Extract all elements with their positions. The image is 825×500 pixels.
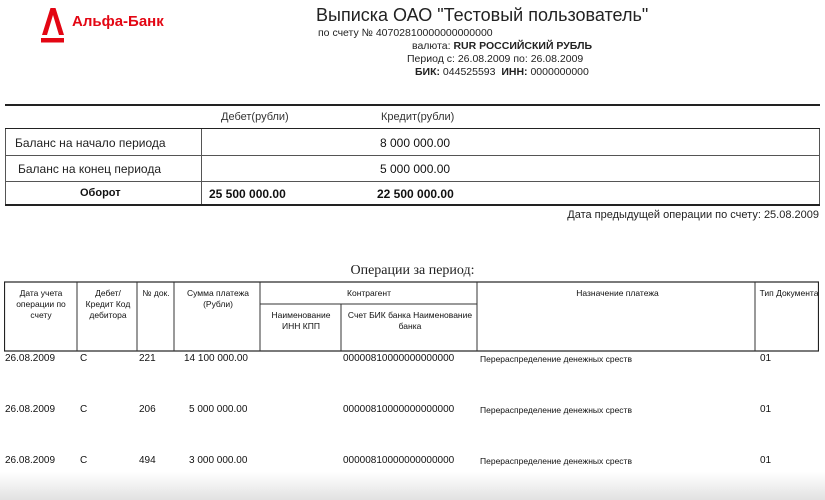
row-doc-number: 221	[139, 353, 156, 364]
row-account: 00000810000000000000	[343, 353, 455, 364]
col-header-date: Дата учета операции по счету	[16, 288, 66, 320]
summary-row-label: Баланс на начало периода	[15, 136, 166, 150]
summary-row-rule	[5, 155, 820, 156]
summary-total-debit: 25 500 000.00	[209, 187, 286, 201]
period-from-label: Период с:	[407, 53, 455, 65]
row-debit-credit: С	[80, 353, 88, 364]
col-header-doc-type: Тип Документа	[759, 288, 819, 298]
bik-label: БИК:	[415, 66, 440, 78]
row-sum: 14 100 000.00	[184, 353, 248, 364]
row-debit-credit: С	[80, 455, 88, 466]
row-doc-number: 206	[139, 404, 156, 415]
inn-label: ИНН:	[501, 66, 528, 78]
col-header-debit-credit: Дебет/ Кредит Код дебитора	[85, 288, 131, 320]
row-doc-type: 01	[760, 455, 772, 466]
currency-label: валюта:	[412, 40, 451, 52]
row-date: 26.08.2009	[5, 404, 56, 415]
row-account: 00000810000000000000	[343, 455, 455, 466]
summary-divider	[201, 129, 202, 204]
summary-credit-header: Кредит(рубли)	[381, 111, 455, 123]
alfa-logo-icon	[38, 4, 68, 44]
row-purpose: Перераспределение денежных среств	[480, 405, 632, 415]
period-to: 26.08.2009	[530, 53, 584, 65]
summary-row-credit: 8 000 000.00	[380, 136, 451, 150]
row-doc-type: 01	[760, 404, 772, 415]
bik-inn-line	[415, 66, 589, 78]
statement-title: Выписка ОАО "Тестовый пользователь"	[316, 5, 649, 25]
summary-debit-header: Дебет(рубли)	[221, 111, 289, 123]
row-date: 26.08.2009	[5, 455, 56, 466]
operations-title: Операции за период:	[350, 263, 475, 278]
account-label: по счету №	[318, 27, 373, 39]
col-header-doc-number: № док.	[142, 288, 170, 298]
row-purpose: Перераспределение денежных среств	[480, 456, 632, 466]
col-header-counterparty: Контрагент	[347, 288, 391, 298]
summary-bottom-rule	[5, 204, 820, 206]
summary-total-credit: 22 500 000.00	[377, 187, 454, 201]
account-line	[318, 27, 493, 39]
period-line	[407, 53, 583, 65]
bottom-fade-overlay	[0, 472, 825, 500]
row-account: 00000810000000000000	[343, 404, 455, 415]
summary-border	[819, 129, 820, 204]
row-date: 26.08.2009	[5, 353, 56, 364]
row-sum: 3 000 000.00	[189, 455, 248, 466]
col-header-counterparty-name: Наименование ИНН КПП	[271, 310, 331, 331]
period-from: 26.08.2009	[457, 53, 511, 65]
summary-row-rule	[5, 181, 820, 182]
row-doc-number: 494	[139, 455, 156, 466]
col-header-counterparty-account: Счет БИК банка Наименование банка	[347, 310, 473, 331]
summary-total-label: Оборот	[80, 187, 121, 199]
previous-operation-date: Дата предыдущей операции по счету: 25.08.2009	[567, 209, 819, 221]
row-sum: 5 000 000.00	[189, 404, 248, 415]
row-purpose: Перераспределение денежных среств	[480, 354, 632, 364]
period-to-label: по:	[513, 53, 528, 65]
col-header-sum: Сумма платежа (Рубли)	[186, 288, 249, 309]
bik-value: 044525593	[442, 66, 496, 78]
bank-name: Альфа-Банк	[72, 13, 164, 30]
col-header-purpose: Назначение платежа	[576, 288, 659, 298]
summary-top-rule	[5, 104, 820, 106]
currency-value: RUR РОССИЙСКИЙ РУБЛЬ	[453, 40, 593, 52]
summary-header-rule	[5, 128, 820, 129]
currency-line	[412, 40, 592, 52]
summary-row-credit: 5 000 000.00	[380, 162, 451, 176]
account-number: 40702810000000000000	[375, 27, 493, 39]
inn-value: 0000000000	[530, 66, 589, 78]
row-debit-credit: С	[80, 404, 88, 415]
row-doc-type: 01	[760, 353, 772, 364]
summary-border	[5, 129, 6, 204]
summary-row-label: Баланс на конец периода	[18, 162, 162, 176]
